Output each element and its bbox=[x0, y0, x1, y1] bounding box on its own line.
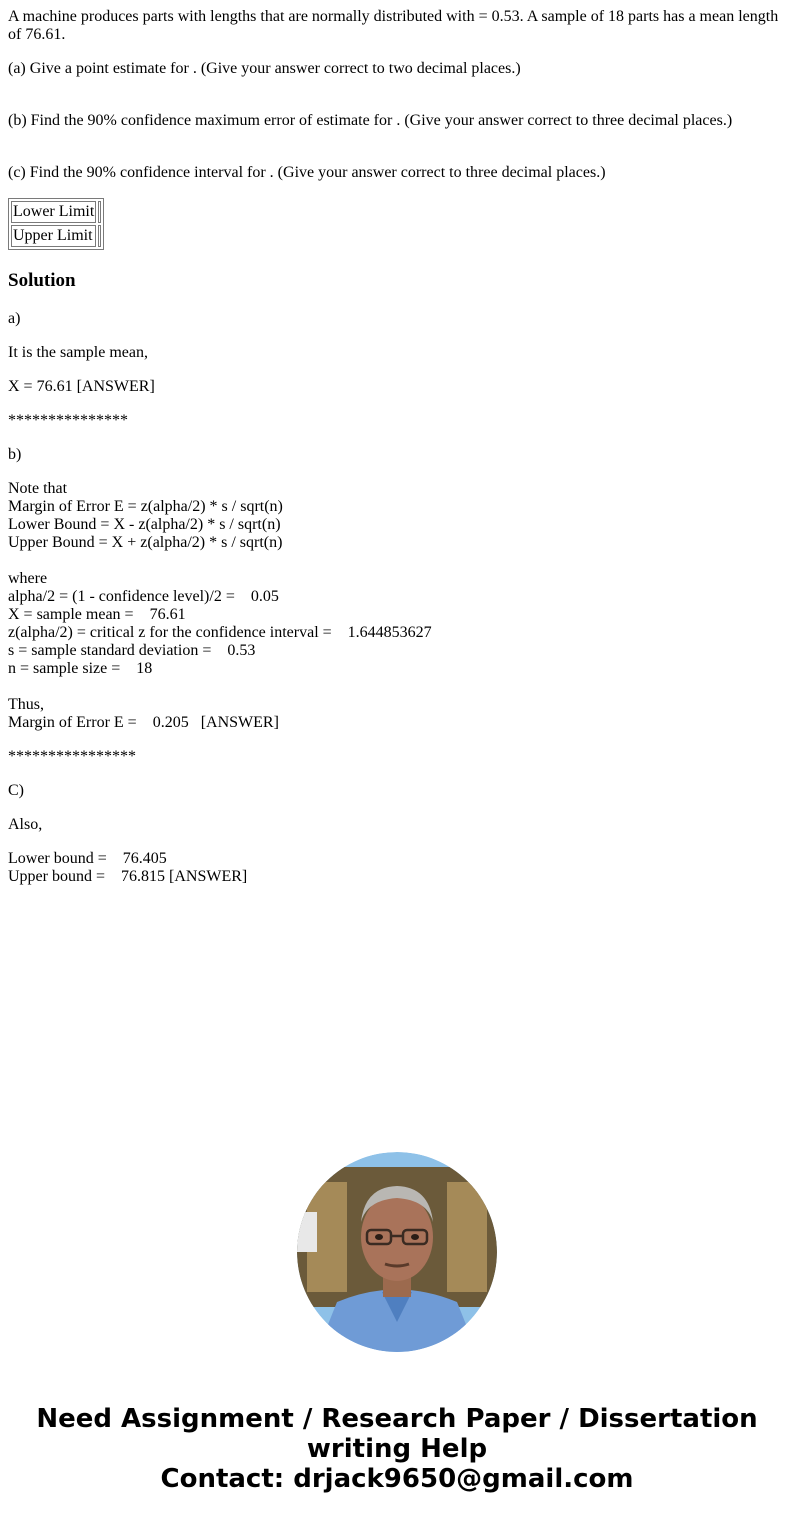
solution-c-label: C) bbox=[8, 782, 24, 799]
variable-line: n = sample size = 18 bbox=[8, 660, 153, 677]
formula-line: Upper Bound = X + z(alpha/2) * s / sqrt(n) bbox=[8, 534, 283, 551]
table-row-upper bbox=[11, 225, 101, 247]
formula-line: Note that bbox=[8, 480, 68, 497]
question-part-b: (b) Find the 90% confidence maximum error of estimate for . (Give your answer correct to three decimal places.) bbox=[8, 112, 733, 129]
solution-b-label: b) bbox=[8, 446, 22, 463]
author-avatar bbox=[297, 1152, 497, 1352]
upper-limit-label: Upper Limit bbox=[11, 225, 96, 247]
formula-line: Lower Bound = X - z(alpha/2) * s / sqrt(n) bbox=[8, 516, 281, 533]
solution-a-text: It is the sample mean, bbox=[8, 344, 148, 361]
variable-line: X = sample mean = 76.61 bbox=[8, 606, 186, 623]
variable-line: where bbox=[8, 570, 48, 587]
solution-a-label: a) bbox=[8, 310, 21, 327]
upper-limit-cell[interactable] bbox=[98, 225, 101, 247]
solution-a-answer: X = 76.61 [ANSWER] bbox=[8, 378, 155, 395]
formula-line: Margin of Error E = z(alpha/2) * s / sqrt(n) bbox=[8, 498, 283, 515]
result-line: Thus, bbox=[8, 696, 44, 713]
solution-a-separator: *************** bbox=[8, 412, 128, 429]
variable-line: alpha/2 = (1 - confidence level)/2 = 0.05 bbox=[8, 588, 279, 605]
solution-b-formulas bbox=[8, 480, 786, 732]
variable-line: s = sample standard deviation = 0.53 bbox=[8, 642, 256, 659]
lower-bound-line: Lower bound = 76.405 bbox=[8, 850, 167, 867]
solution-heading: Solution bbox=[8, 270, 76, 291]
solution-c-text: Also, bbox=[8, 816, 43, 833]
solution-b-separator: **************** bbox=[8, 748, 136, 765]
question-intro: A machine produces parts with lengths that are normally distributed with = 0.53. A sample of 18 parts has a mean length of 76.61. bbox=[8, 8, 779, 43]
confidence-interval-table bbox=[8, 198, 104, 250]
lower-limit-cell[interactable] bbox=[98, 201, 101, 223]
blank-line bbox=[8, 552, 786, 570]
promo-line-2: writing Help bbox=[306, 1434, 488, 1464]
upper-bound-line: Upper bound = 76.815 [ANSWER] bbox=[8, 868, 248, 885]
promo-contact[interactable]: Contact: drjack9650@gmail.com bbox=[160, 1464, 634, 1494]
promo-text bbox=[0, 1404, 794, 1494]
promo-section bbox=[0, 1152, 794, 1494]
blank-line bbox=[8, 678, 786, 696]
solution-c-bounds bbox=[8, 850, 786, 886]
lower-limit-label: Lower Limit bbox=[11, 201, 96, 223]
promo-line-1: Need Assignment / Research Paper / Dissertation bbox=[36, 1404, 758, 1434]
result-line: Margin of Error E = 0.205 [ANSWER] bbox=[8, 714, 279, 731]
question-part-c: (c) Find the 90% confidence interval for . (Give your answer correct to three decimal places.) bbox=[8, 164, 606, 181]
variable-line: z(alpha/2) = critical z for the confidence interval = 1.644853627 bbox=[8, 624, 432, 641]
question-part-a: (a) Give a point estimate for . (Give your answer correct to two decimal places.) bbox=[8, 60, 521, 77]
table-row-lower bbox=[11, 201, 101, 223]
